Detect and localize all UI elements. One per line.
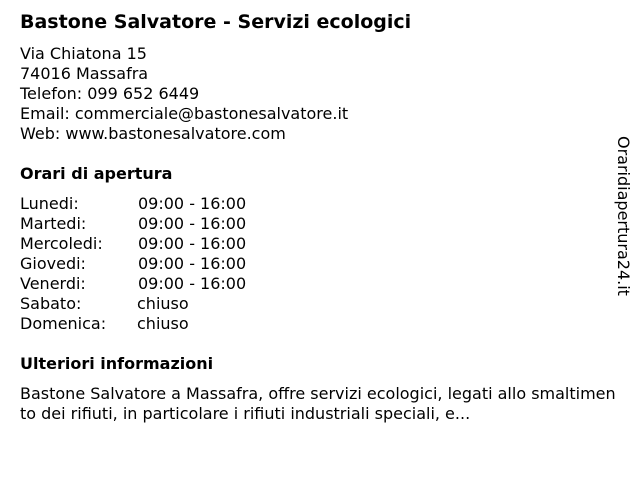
time-value: 09:00 - 16:00 <box>138 194 247 213</box>
time-value: chiuso <box>137 294 189 313</box>
day-label: Lunedi: <box>20 194 79 213</box>
time-value: 09:00 - 16:00 <box>138 274 247 293</box>
day-label: Giovedi: <box>20 254 86 273</box>
phone-number: Telefon: 099 652 6449 <box>20 84 200 103</box>
time-value: 09:00 - 16:00 <box>138 234 247 253</box>
contact-block <box>20 44 348 144</box>
business-description: Bastone Salvatore a Massafra, offre servizi ecologici, legati allo smaltimento dei rifiuti, in particolare i rifiuti industriali speciali, e... <box>20 384 616 423</box>
day-label: Mercoledi: <box>20 234 103 253</box>
email-address: Email: commerciale@bastonesalvatore.it <box>20 104 349 123</box>
day-label: Domenica: <box>20 314 107 333</box>
day-label: Sabato: <box>20 294 82 313</box>
day-label: Martedi: <box>20 214 87 233</box>
website-address: Web: www.bastonesalvatore.com <box>20 124 286 143</box>
further-info-heading: Ulteriori informazioni <box>20 354 214 373</box>
city-postal-code: 74016 Massafra <box>20 64 149 83</box>
business-name: Bastone Salvatore - Servizi ecologici <box>20 11 412 33</box>
opening-hours-heading: Orari di apertura <box>20 164 173 183</box>
watermark-text: Oraridiapertura24.it <box>614 136 633 296</box>
watermark <box>612 136 636 308</box>
time-value: 09:00 - 16:00 <box>138 214 247 233</box>
street-address: Via Chiatona 15 <box>20 44 147 63</box>
day-label: Venerdi: <box>20 274 86 293</box>
time-value: 09:00 - 16:00 <box>138 254 247 273</box>
time-value: chiuso <box>137 314 189 333</box>
